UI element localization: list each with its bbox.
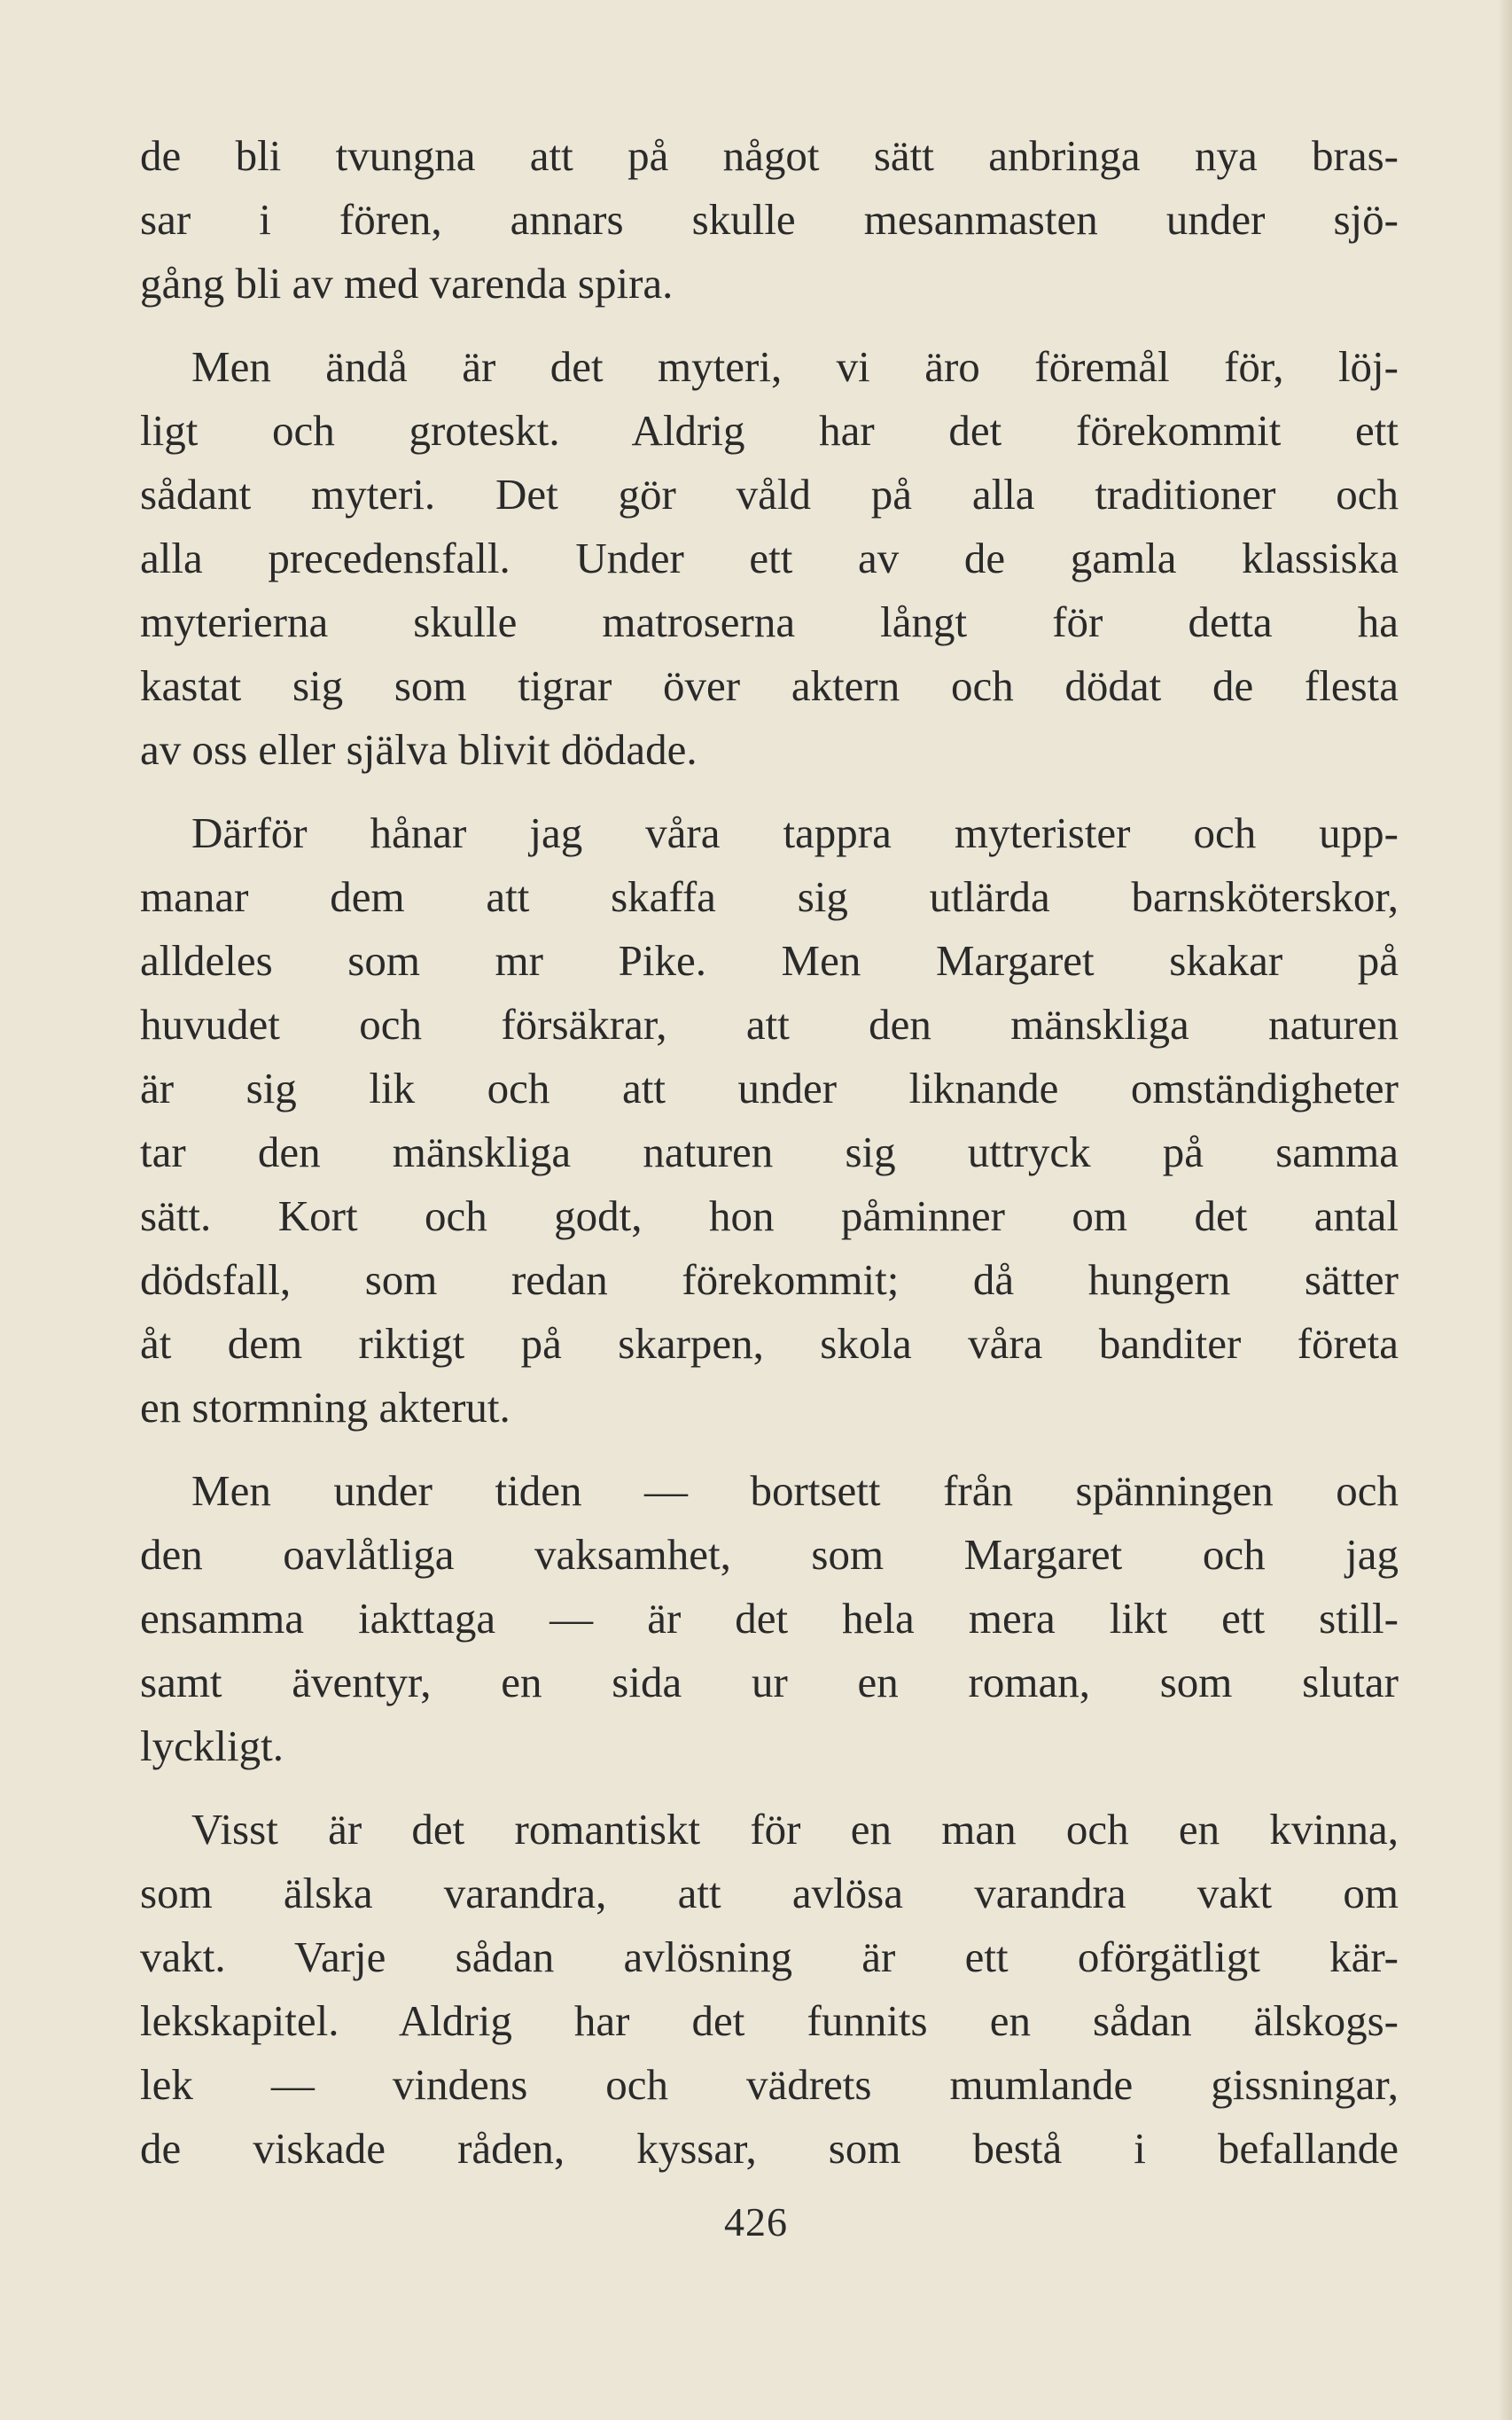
text-line: Men ändå är det myteri, vi äro föremål för, löj- xyxy=(191,342,1399,391)
text-line: ligt och groteskt. Aldrig har det förekommit ett xyxy=(140,406,1399,455)
page-edge-shadow xyxy=(1500,0,1512,2420)
text-line: vakt. Varje sådan avlösning är ett oförgätligt kär- xyxy=(140,1932,1399,1981)
paragraph xyxy=(140,335,1399,782)
text-line: samt äventyr, en sida ur en roman, som slutar xyxy=(140,1658,1399,1706)
text-line: Därför hånar jag våra tappra myterister och upp- xyxy=(191,808,1399,857)
text-line: alla precedensfall. Under ett av de gamla klassiska xyxy=(140,534,1399,582)
text-line: lek — vindens och vädrets mumlande gissningar, xyxy=(140,2060,1399,2109)
text-line: kastat sig som tigrar över aktern och dödat de flesta xyxy=(140,661,1399,710)
text-line: alldeles som mr Pike. Men Margaret skakar på xyxy=(140,936,1399,985)
page-number: 426 xyxy=(724,2199,788,2244)
text-line: av oss eller själva blivit dödade. xyxy=(140,725,698,774)
text-line: en stormning akterut. xyxy=(140,1383,510,1432)
text-line: Visst är det romantiskt för en man och en kvinna, xyxy=(191,1805,1399,1854)
text-line: sådant myteri. Det gör våld på alla traditioner och xyxy=(140,470,1399,519)
text-line: huvudet och försäkrar, att den mänskliga naturen xyxy=(140,1000,1399,1049)
text-line: sar i fören, annars skulle mesanmasten under sjö- xyxy=(140,195,1399,244)
paragraph xyxy=(140,801,1399,1440)
book-page-text xyxy=(140,124,1399,2181)
text-line: Men under tiden — bortsett från spänningen och xyxy=(191,1466,1399,1515)
text-line: dödsfall, som redan förekommit; då hungern sätter xyxy=(140,1255,1399,1304)
text-line: den oavlåtliga vaksamhet, som Margaret och jag xyxy=(140,1530,1399,1579)
paragraph xyxy=(140,1459,1399,1778)
text-line: manar dem att skaffa sig utlärda barnsköterskor, xyxy=(140,872,1399,921)
text-line: de bli tvungna att på något sätt anbringa nya bras- xyxy=(140,131,1399,180)
text-line: gång bli av med varenda spira. xyxy=(140,259,674,308)
paragraph xyxy=(140,1798,1399,2181)
text-line: tar den mänskliga naturen sig uttryck på samma xyxy=(140,1128,1399,1176)
text-line: de viskade råden, kyssar, som bestå i befallande xyxy=(140,2124,1399,2173)
text-line: som älska varandra, att avlösa varandra vakt om xyxy=(140,1869,1399,1917)
text-line: lekskapitel. Aldrig har det funnits en sådan älskogs- xyxy=(140,1996,1399,2045)
text-line: sätt. Kort och godt, hon påminner om det antal xyxy=(140,1191,1399,1240)
text-line: åt dem riktigt på skarpen, skola våra banditer företa xyxy=(140,1319,1399,1368)
text-line: ensamma iakttaga — är det hela mera likt ett still- xyxy=(140,1594,1399,1643)
text-line: myterierna skulle matroserna långt för detta ha xyxy=(140,597,1399,646)
text-line: är sig lik och att under liknande omständigheter xyxy=(140,1064,1399,1112)
text-line: lyckligt. xyxy=(140,1721,284,1770)
paragraph xyxy=(140,124,1399,316)
